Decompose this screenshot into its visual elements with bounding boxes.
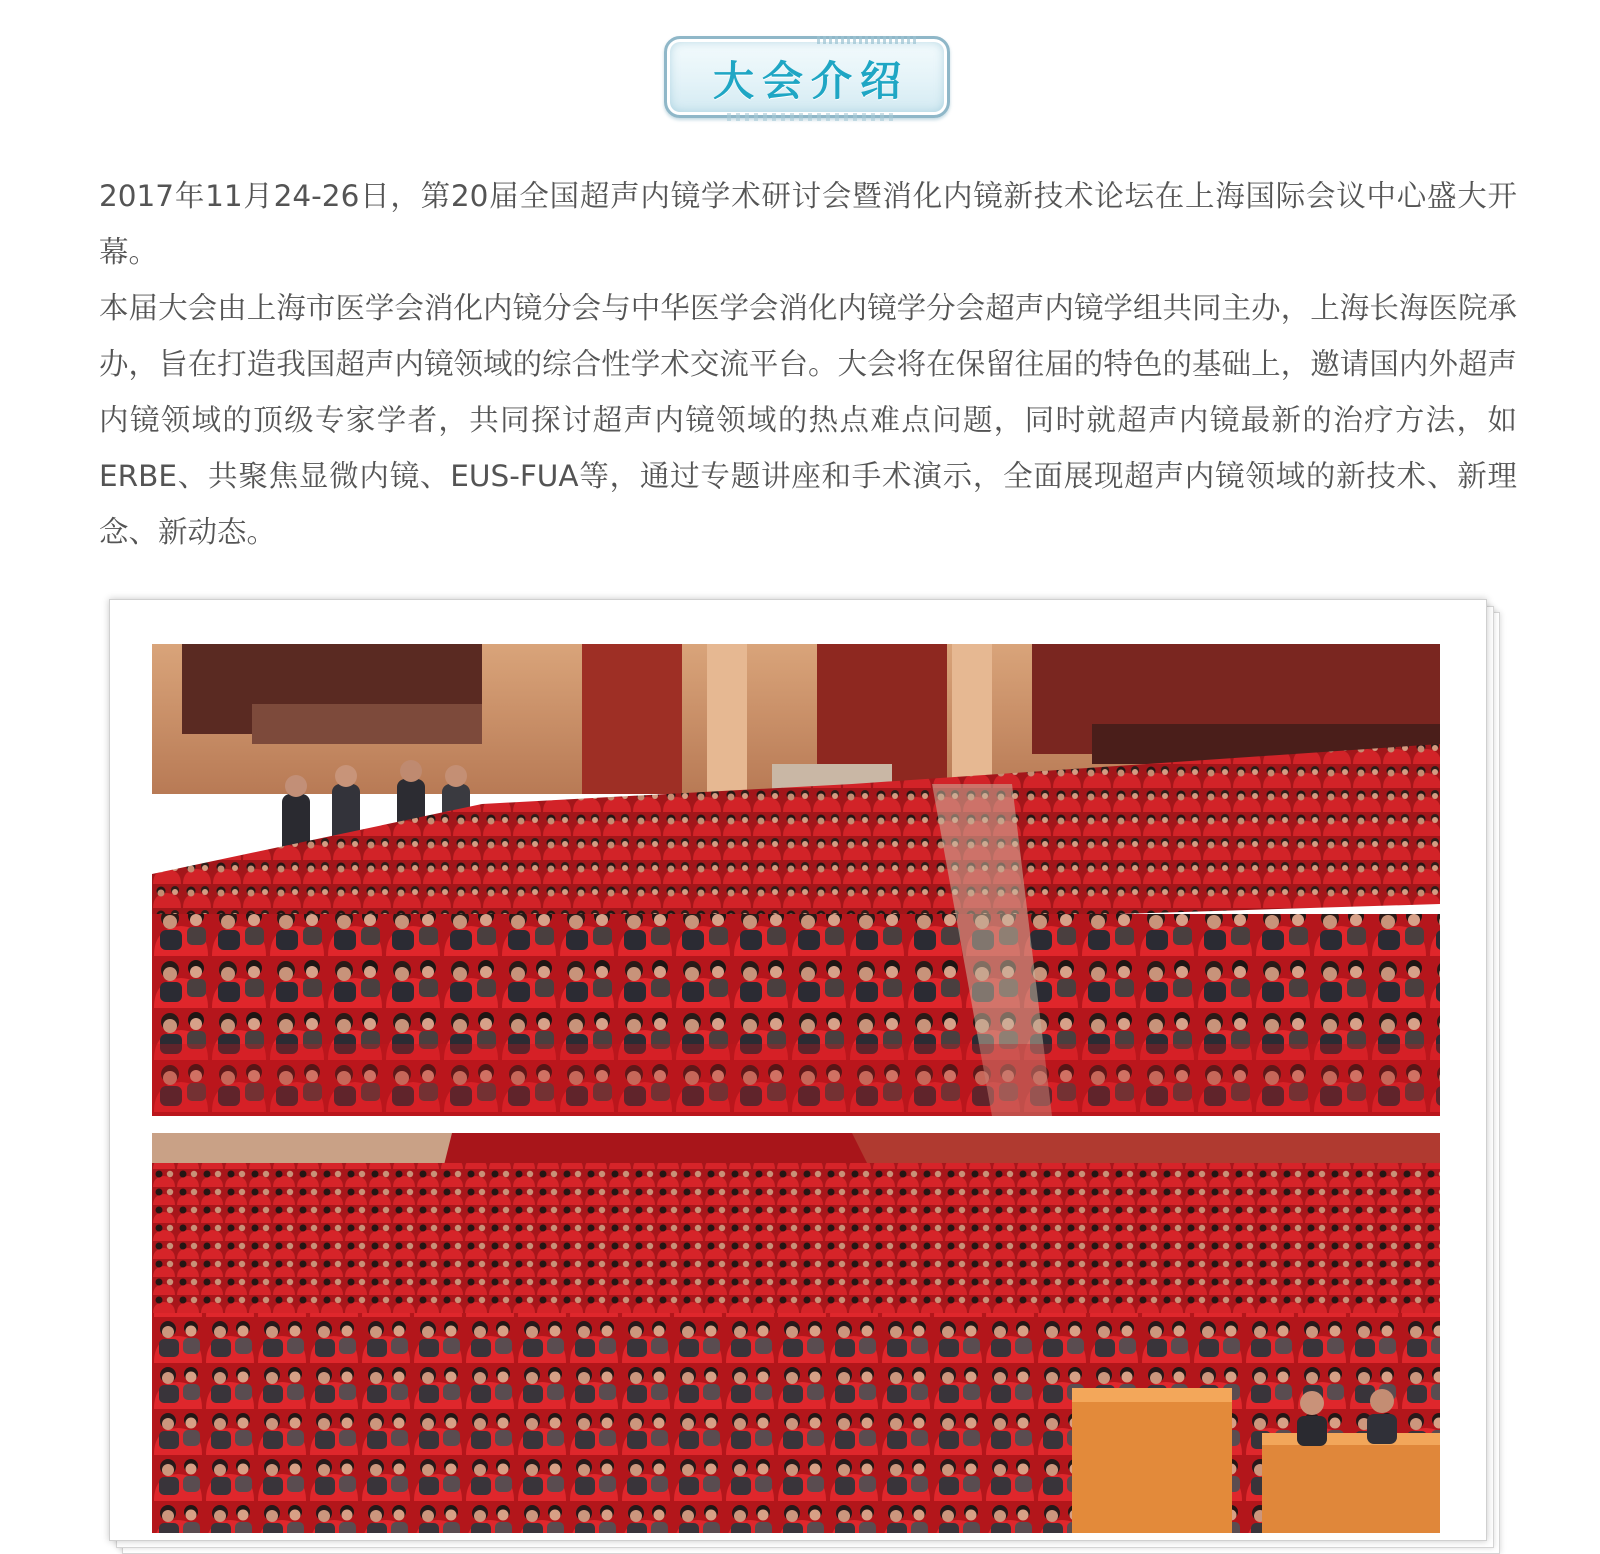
intro-paragraph: 2017年11月24-26日，第20届全国超声内镜学术研讨会暨消化内镜新技术论坛在上海国际会议中心盛大开幕。 bbox=[99, 179, 1517, 269]
frost-decoration bbox=[727, 113, 897, 121]
section-title: 大会介绍 bbox=[713, 56, 909, 105]
audience-photo-image bbox=[152, 644, 1440, 1116]
intro-paragraph: 本届大会由上海市医学会消化内镜分会与中华医学会消化内镜学分会超声内镜学组共同主办，上海长海医院承办，旨在打造我国超声内镜领域的综合性学术交流平台。大会将在保留往届的特色的基础上，邀请国内外超声内镜领域的顶级专家学者，共同探讨超声内镜领域的热点难点问题，同时就超声内镜最新的治疗方法，如ERBE、共聚焦显微内镜、EUS-FUA等，通过专题讲座和手术演示，全面展现超声内镜领域的新技术、新理念、新动态。 bbox=[99, 291, 1517, 549]
intro-text bbox=[99, 168, 1517, 560]
auditorium-audience-photo-2 bbox=[152, 1133, 1440, 1533]
auditorium-audience-photo-1 bbox=[152, 644, 1440, 1116]
section-title-badge bbox=[664, 36, 950, 118]
audience-photo-image bbox=[152, 1133, 1440, 1533]
frost-decoration bbox=[817, 36, 917, 44]
